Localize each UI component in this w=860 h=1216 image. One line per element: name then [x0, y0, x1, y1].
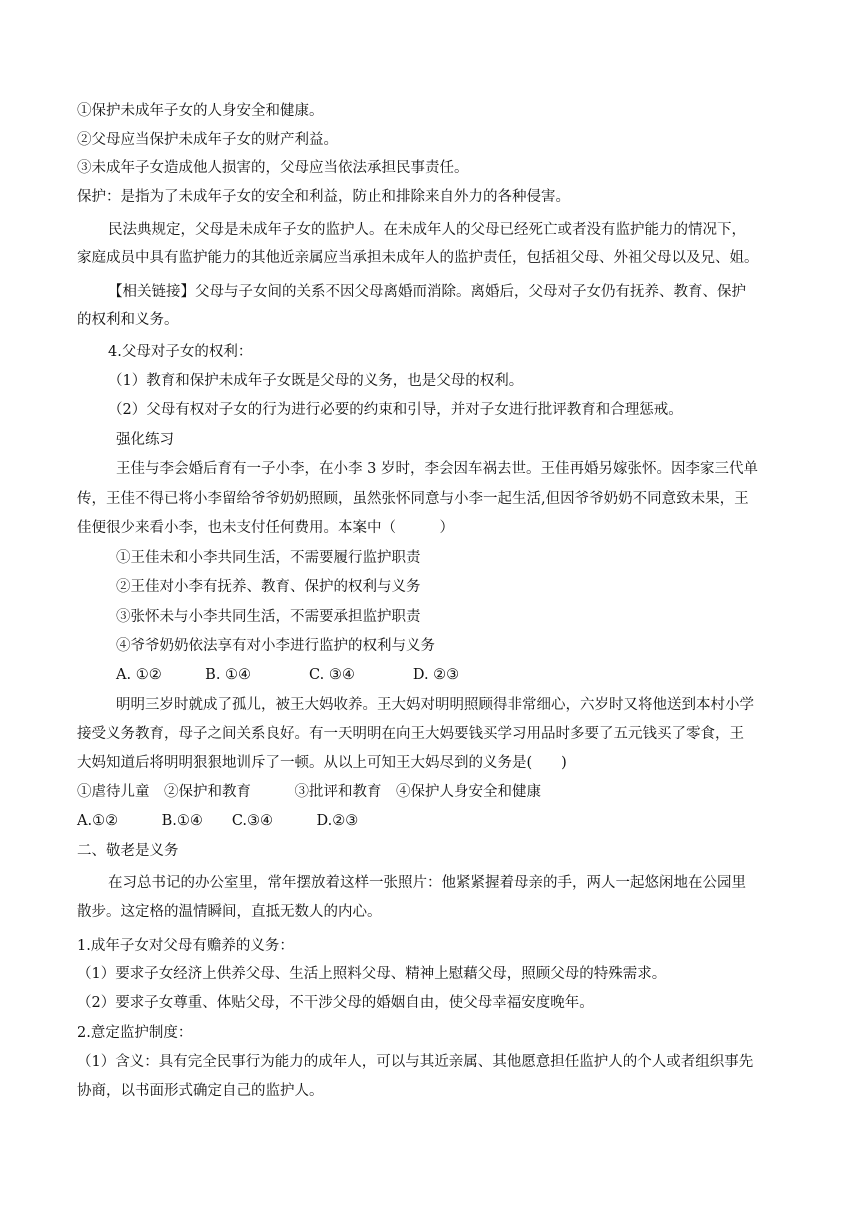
- text-line: ②父母应当保护未成年子女的财产利益。: [77, 132, 338, 148]
- text-line: ③未成年子女造成他人损害的，父母应当依法承担民事责任。: [77, 160, 469, 176]
- question-option: ②王佳对小李有抚养、教育、保护的权利与义务: [116, 579, 421, 595]
- text-line: 协商，以书面形式确定自己的监护人。: [77, 1083, 324, 1099]
- text-line: （2）父母有权对子女的行为进行必要的约束和引导，并对子女进行批评教育和合理惩戒。: [108, 402, 683, 418]
- text-line: 【相关链接】父母与子女间的关系不因父母离婚而消除。离婚后，父母对子女仍有抚养、教育、保护: [108, 284, 746, 300]
- text-line: ①保护未成年子女的人身安全和健康。: [77, 103, 324, 119]
- section-heading: 1.成年子女对父母有赡养的义务：: [77, 938, 294, 954]
- question-text: 王佳与李会婚后育有一子小李，在小李 3 岁时，李会因车祸去世。王佳再婚另嫁张怀。因李家三代单: [116, 461, 758, 477]
- text-line: 在习总书记的办公室里，常年摆放着这样一张照片：他紧紧握着母亲的手，两人一起悠闲地在公园里: [108, 875, 746, 891]
- text-line: 民法典规定，父母是未成年子女的监护人。在未成年人的父母已经死亡或者没有监护能力的情况下，: [108, 222, 746, 238]
- text-line: 家庭成员中具有监护能力的其他近亲属应当承担未成年人的监护责任，包括祖父母、外祖父母以及兄、姐。: [77, 250, 759, 266]
- answer-choices: A. ①② B. ①④ C. ③④ D. ②③: [116, 667, 460, 683]
- section-heading: 4.父母对子女的权利：: [108, 344, 253, 360]
- section-heading: 二、敬老是义务: [77, 843, 179, 859]
- question-text: 大妈知道后将明明狠狠地训斥了一顿。从以上可知王大妈尽到的义务是( ): [77, 755, 567, 771]
- text-line: 的权利和义务。: [77, 312, 179, 328]
- question-option: ①王佳未和小李共同生活，不需要履行监护职责: [116, 550, 421, 566]
- text-line: 保护：是指为了未成年子女的安全和利益，防止和排除来自外力的各种侵害。: [77, 189, 570, 205]
- answer-choices: A.①② B.①④ C.③④ D.②③: [77, 813, 359, 829]
- question-text: 佳便很少来看小李，也未支付任何费用。本案中（ ）: [77, 520, 454, 536]
- text-line: 散步。这定格的温情瞬间，直抵无数人的内心。: [77, 904, 382, 920]
- text-line: （1）含义：具有完全民事行为能力的成年人，可以与其近亲属、其他愿意担任监护人的个人或者组织事先: [77, 1054, 754, 1070]
- text-line: （2）要求子女尊重、体贴父母，不干涉父母的婚姻自由，使父母幸福安度晚年。: [77, 995, 594, 1011]
- question-option: ④爷爷奶奶依法享有对小李进行监护的权利与义务: [116, 638, 435, 654]
- question-text: 接受义务教育，母子之间关系良好。有一天明明在向王大妈要钱买学习用品时多要了五元钱买了零食，王: [77, 726, 744, 742]
- question-text: 明明三岁时就成了孤儿，被王大妈收养。王大妈对明明照顾得非常细心，六岁时又将他送到本村小学: [116, 697, 754, 713]
- question-option: ③张怀未与小李共同生活，不需要承担监护职责: [116, 609, 421, 625]
- text-line: （1）要求子女经济上供养父母、生活上照料父母、精神上慰藉父母，照顾父母的特殊需求。: [77, 966, 667, 982]
- question-option: ①虐待儿童 ②保护和教育 ③批评和教育 ④保护人身安全和健康: [77, 784, 541, 800]
- section-heading: 强化练习: [116, 432, 174, 448]
- section-heading: 2.意定监护制度：: [77, 1025, 193, 1041]
- text-line: （1）教育和保护未成年子女既是父母的义务，也是父母的权利。: [108, 373, 524, 389]
- question-text: 传，王佳不得已将小李留给爷爷奶奶照顾，虽然张怀同意与小李一起生活,但因爷爷奶奶不同意致未果，王: [77, 491, 749, 507]
